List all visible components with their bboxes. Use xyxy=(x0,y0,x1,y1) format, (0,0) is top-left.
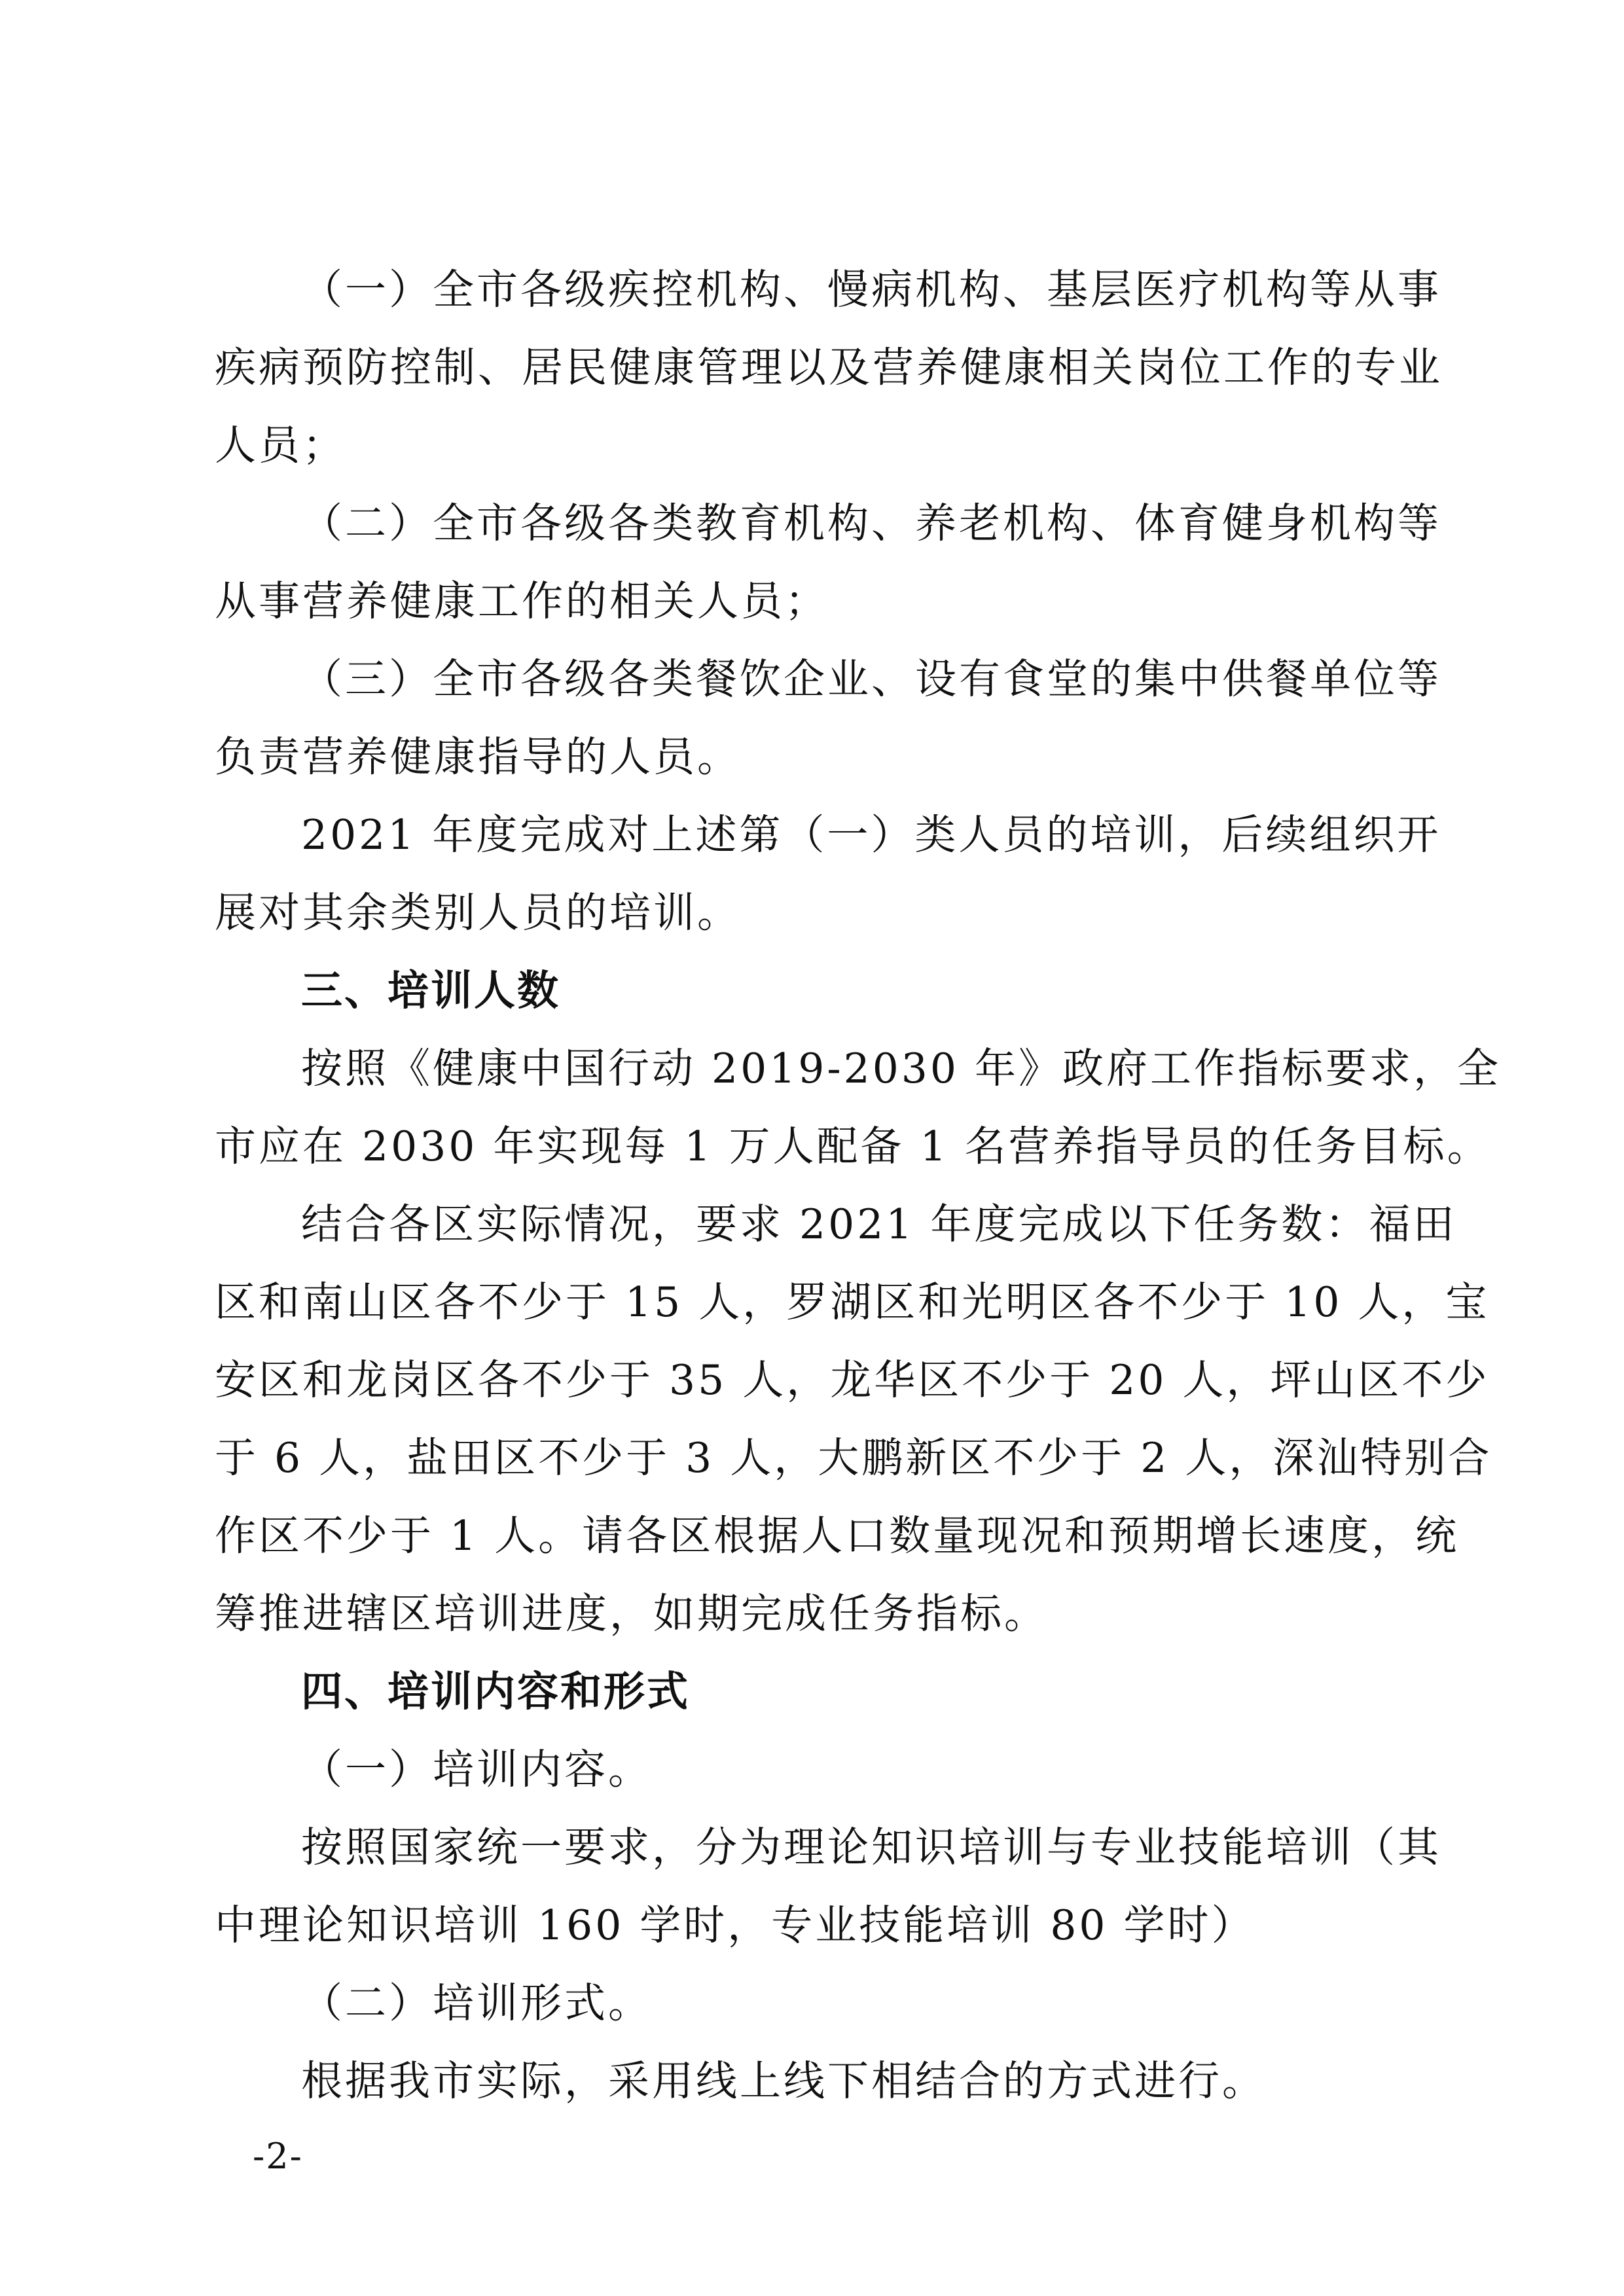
paragraph-line: 筹推进辖区培训进度，如期完成任务指标。 xyxy=(215,1590,1048,1638)
section-heading: 三、培训人数 xyxy=(301,967,560,1014)
page-number: -2- xyxy=(253,2136,303,2177)
paragraph-line: 结合各区实际情况，要求 2021 年度完成以下任务数：福田 xyxy=(301,1200,1457,1248)
paragraph-line: 疾病预防控制、居民健康管理以及营养健康相关岗位工作的专业 xyxy=(215,344,1443,391)
paragraph-line: 按照《健康中国行动 2019-2030 年》政府工作指标要求，全 xyxy=(301,1045,1501,1092)
paragraph-line: 人员； xyxy=(215,422,346,469)
paragraph-line: 按照国家统一要求，分为理论知识培训与专业技能培训（其 xyxy=(301,1823,1441,1871)
paragraph-line: （三）全市各级各类餐饮企业、设有食堂的集中供餐单位等 xyxy=(301,655,1441,703)
paragraph-line: 负责营养健康指导的人员。 xyxy=(215,733,741,781)
paragraph-line: 区和南山区各不少于 15 人，罗湖区和光明区各不少于 10 人，宝 xyxy=(215,1278,1490,1326)
paragraph-line: （一）全市各级疾控机构、慢病机构、基层医疗机构等从事 xyxy=(301,266,1441,314)
paragraph-line: 展对其余类别人员的培训。 xyxy=(215,889,741,937)
paragraph-line: 作区不少于 1 人。请各区根据人口数量现况和预期增长速度，统 xyxy=(215,1512,1460,1560)
paragraph-line: 从事营养健康工作的相关人员； xyxy=(215,577,829,625)
paragraph-line: （二）全市各级各类教育机构、养老机构、体育健身机构等 xyxy=(301,499,1441,547)
paragraph-line: 2021 年度完成对上述第（一）类人员的培训，后续组织开 xyxy=(301,811,1441,859)
paragraph-line: 中理论知识培训 160 学时，专业技能培训 80 学时） xyxy=(215,1901,1255,1949)
subsection-heading: （二）培训形式。 xyxy=(301,1979,652,2027)
paragraph-line: 市应在 2030 年实现每 1 万人配备 1 名营养指导员的任务目标。 xyxy=(215,1122,1491,1170)
subsection-heading: （一）培训内容。 xyxy=(301,1746,652,1793)
section-heading: 四、培训内容和形式 xyxy=(301,1668,690,1715)
paragraph-line: 于 6 人，盐田区不少于 3 人，大鹏新区不少于 2 人，深汕特别合 xyxy=(215,1434,1492,1482)
paragraph-line: 安区和龙岗区各不少于 35 人，龙华区不少于 20 人，坪山区不少 xyxy=(215,1356,1490,1404)
paragraph-line: 根据我市实际，采用线上线下相结合的方式进行。 xyxy=(301,2057,1266,2105)
